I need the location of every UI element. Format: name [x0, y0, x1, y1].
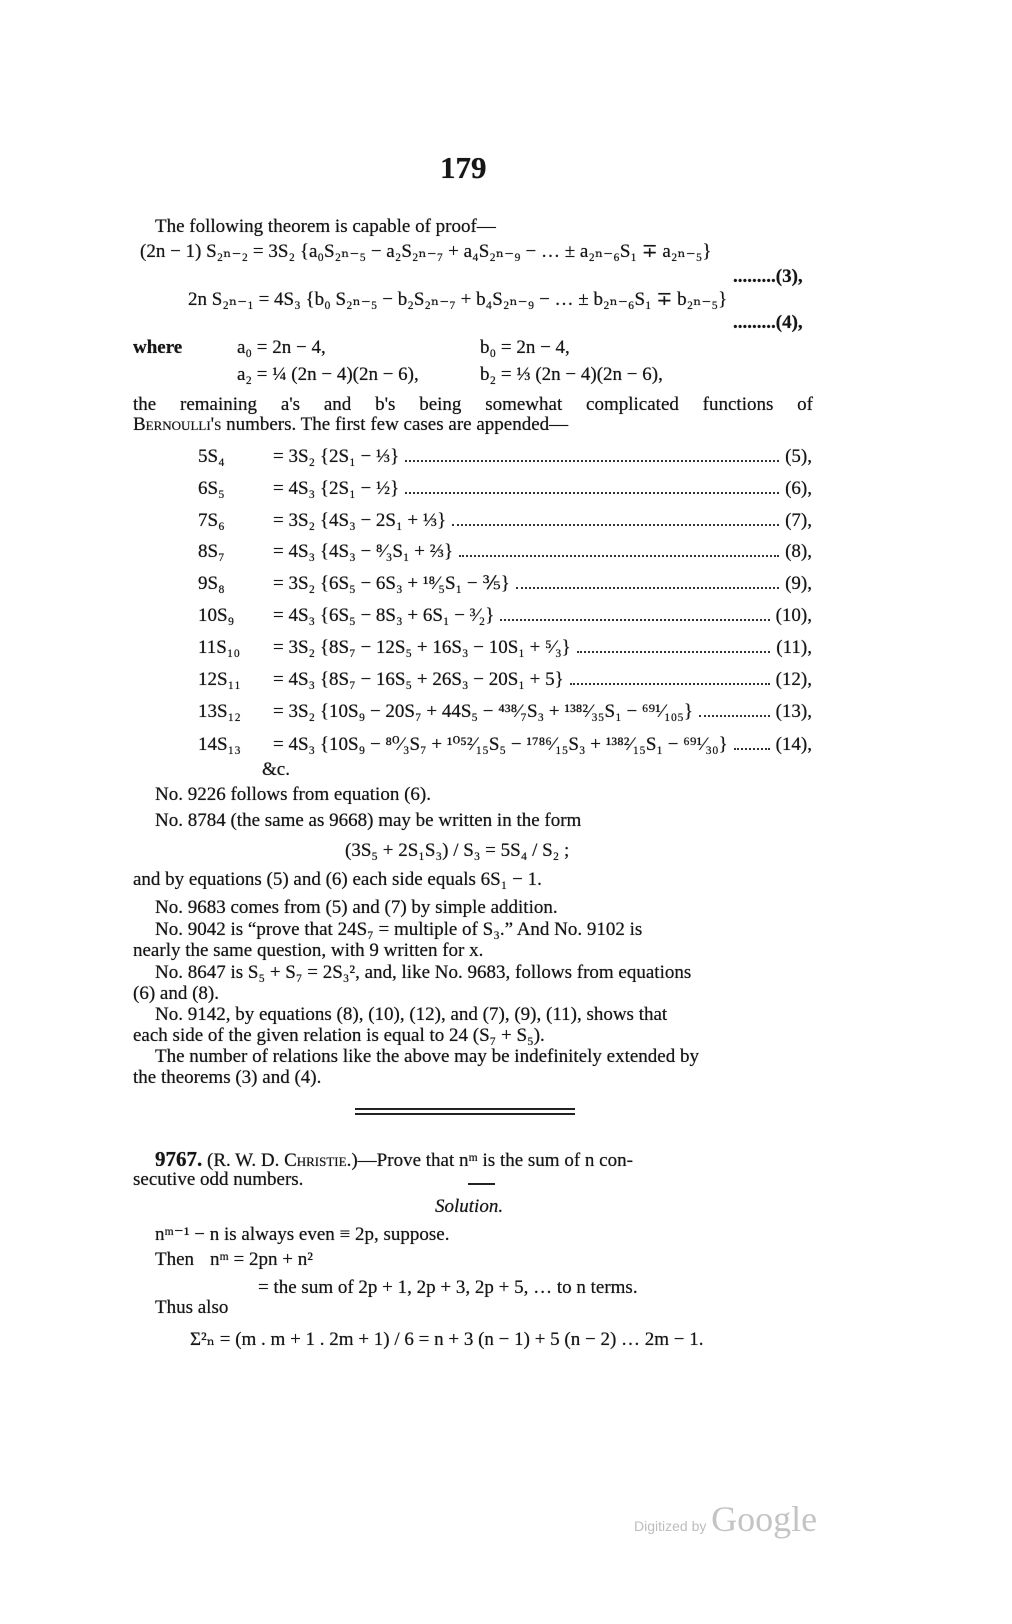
case-lhs: 9S₈ [198, 573, 225, 594]
case-rhs: = 4S₃ {8S₇ − 16S₅ + 26S₃ − 20S₁ + 5} [273, 669, 564, 690]
note-9042-line1: No. 9042 is “prove that 24S₇ = multiple of S₃.” And No. 9102 is [155, 919, 643, 940]
problem-number: 9767. [155, 1147, 203, 1171]
case-equation [198, 733, 812, 757]
case-rhs: = 4S₃ {10S₉ − ⁸⁰⁄₃S₇ + ¹⁰⁵²⁄₁₅S₅ − ¹⁷⁸⁶⁄₁₅S₃ + ¹³⁸²⁄₁₅S₁ − ⁶⁹¹⁄₃₀} [273, 734, 728, 755]
page-number: 179 [440, 150, 487, 185]
dot-leader [577, 650, 771, 653]
case-lhs: 14S₁₃ [198, 734, 241, 755]
note-9042-line2: nearly the same question, with 9 written for x. [133, 940, 484, 961]
dot-leader [734, 747, 770, 750]
dot-leader [570, 682, 770, 685]
dot-leader [500, 618, 769, 621]
solution-line4: Σ²ₙ = (m . m + 1 . 2m + 1) / 6 = n + 3 (n − 1) + 5 (n − 2) … 2m − 1. [190, 1329, 704, 1350]
remaining-text-line1: the remaining a's and b's being somewhat complicated functions of [133, 394, 813, 415]
dot-leader [699, 714, 770, 717]
dot-leader [452, 523, 779, 526]
case-number: (5), [785, 446, 812, 467]
a2-definition: a₂ = ¼ (2n − 4)(2n − 6), [237, 364, 419, 385]
note-8647-line2: (6) and (8). [133, 983, 219, 1004]
equation-3-number: .........(3), [733, 266, 803, 287]
bernoulli-name: Bernoulli's [133, 414, 222, 435]
case-rhs: = 4S₃ {2S₁ − ½} [273, 478, 400, 499]
case-equation [198, 540, 812, 564]
case-lhs: 13S₁₂ [198, 701, 241, 722]
case-lhs: 6S₅ [198, 478, 225, 499]
b2-definition: b₂ = ⅓ (2n − 4)(2n − 6), [480, 364, 663, 385]
author-open: (R. W. D. [202, 1150, 285, 1171]
solution-line3: = the sum of 2p + 1, 2p + 3, 2p + 5, … to n terms. [258, 1277, 638, 1298]
number-of-relations-line2: the theorems (3) and (4). [133, 1067, 322, 1088]
equation-3: (2n − 1) S₂ₙ₋₂ = 3S₂ {a₀S₂ₙ₋₅ − a₂S₂ₙ₋₇ + a₄S₂ₙ₋₉ − … ± a₂ₙ₋₆S₁ ∓ a₂ₙ₋₅} [140, 241, 712, 262]
dot-leader [516, 586, 779, 589]
statement-rest: .)—Prove that nᵐ is the sum of n con- [346, 1150, 633, 1171]
case-equation [198, 509, 812, 533]
case-number: (8), [785, 541, 812, 562]
case-lhs: 7S₆ [198, 510, 225, 531]
author-name: Christie [284, 1150, 347, 1171]
case-number: (6), [785, 478, 812, 499]
case-equation [198, 572, 812, 596]
note-9226: No. 9226 follows from equation (6). [155, 784, 431, 805]
equation-4-number: .........(4), [733, 312, 803, 333]
case-number: (14), [775, 734, 812, 755]
solution-then: Then [155, 1249, 195, 1270]
section-divider-bottom [355, 1113, 575, 1115]
b0-definition: b₀ = 2n − 4, [480, 337, 570, 358]
case-equation [198, 668, 812, 692]
note-9142-line2: each side of the given relation is equal to 24 (S₇ + S₅). [133, 1025, 545, 1046]
case-number: (12), [775, 669, 812, 690]
case-lhs: 10S₉ [198, 605, 235, 626]
problem-statement-line2: secutive odd numbers. [133, 1169, 304, 1190]
solution-line1: nᵐ⁻¹ − n is always even ≡ 2p, suppose. [155, 1224, 450, 1245]
note-8784: No. 8784 (the same as 9668) may be written in the form [155, 810, 582, 831]
number-of-relations-line1: The number of relations like the above may be indefinitely extended by [155, 1046, 699, 1067]
case-equation [198, 636, 812, 660]
remaining-text-line2 [133, 414, 568, 436]
note-8784-equation: (3S₅ + 2S₁S₃) / S₃ = 5S₄ / S₂ ; [345, 840, 570, 861]
and-by-equations: and by equations (5) and (6) each side equals 6S₁ − 1. [133, 869, 542, 890]
google-watermark [634, 1498, 817, 1540]
case-rhs: = 3S₂ {4S₃ − 2S₁ + ⅓} [273, 510, 447, 531]
solution-line2: nᵐ = 2pn + n² [210, 1249, 313, 1270]
section-divider-top [355, 1108, 575, 1110]
note-8647-line1: No. 8647 is S₅ + S₇ = 2S₃², and, like No. 9683, follows from equations [155, 962, 692, 983]
case-lhs: 12S₁₁ [198, 669, 241, 690]
case-rhs: = 3S₂ {8S₇ − 12S₅ + 16S₃ − 10S₁ + ⁵⁄₃} [273, 637, 571, 658]
remaining-text-rest: numbers. The first few cases are appended— [221, 414, 569, 435]
case-number: (7), [785, 510, 812, 531]
case-number: (11), [776, 637, 812, 658]
case-lhs: 5S₄ [198, 446, 225, 467]
where-label: where [133, 337, 183, 358]
a0-definition: a₀ = 2n − 4, [237, 337, 326, 358]
short-rule [468, 1183, 495, 1185]
solution-heading: Solution. [435, 1196, 504, 1217]
dot-leader [405, 459, 779, 462]
case-rhs: = 3S₂ {10S₉ − 20S₇ + 44S₅ − ⁴³⁸⁄₇S₃ + ¹³⁸²⁄₃₅S₁ − ⁶⁹¹⁄₁₀₅} [273, 701, 694, 722]
intro-text: The following theorem is capable of proof— [155, 216, 496, 237]
case-equation [198, 477, 812, 501]
case-rhs: = 3S₂ {2S₁ − ⅓} [273, 446, 400, 467]
equation-4: 2n S₂ₙ₋₁ = 4S₃ {b₀ S₂ₙ₋₅ − b₂S₂ₙ₋₇ + b₄S₂ₙ₋₉ − … ± b₂ₙ₋₆S₁ ∓ b₂ₙ₋₅} [188, 289, 728, 310]
watermark-prefix: Digitized by [634, 1518, 707, 1534]
case-rhs: = 3S₂ {6S₅ − 6S₃ + ¹⁸⁄₅S₁ − ⅗} [273, 573, 510, 594]
case-rhs: = 4S₃ {4S₃ − ⁸⁄₃S₁ + ⅔} [273, 541, 454, 562]
note-9142-line1: No. 9142, by equations (8), (10), (12), and (7), (9), (11), shows that [155, 1004, 668, 1025]
case-lhs: 11S₁₀ [198, 637, 241, 658]
case-lhs: 8S₇ [198, 541, 225, 562]
watermark-brand: Google [711, 1499, 818, 1539]
etc-text: &c. [262, 759, 290, 780]
solution-thus-also: Thus also [155, 1297, 229, 1318]
case-equation [198, 445, 812, 469]
case-number: (9), [785, 573, 812, 594]
case-equation [198, 604, 812, 628]
note-9683: No. 9683 comes from (5) and (7) by simple addition. [155, 897, 558, 918]
case-rhs: = 4S₃ {6S₅ − 8S₃ + 6S₁ − ³⁄₂} [273, 605, 495, 626]
case-number: (13), [775, 701, 812, 722]
case-number: (10), [775, 605, 812, 626]
dot-leader [459, 554, 779, 557]
dot-leader [405, 491, 779, 494]
case-equation [198, 700, 812, 724]
